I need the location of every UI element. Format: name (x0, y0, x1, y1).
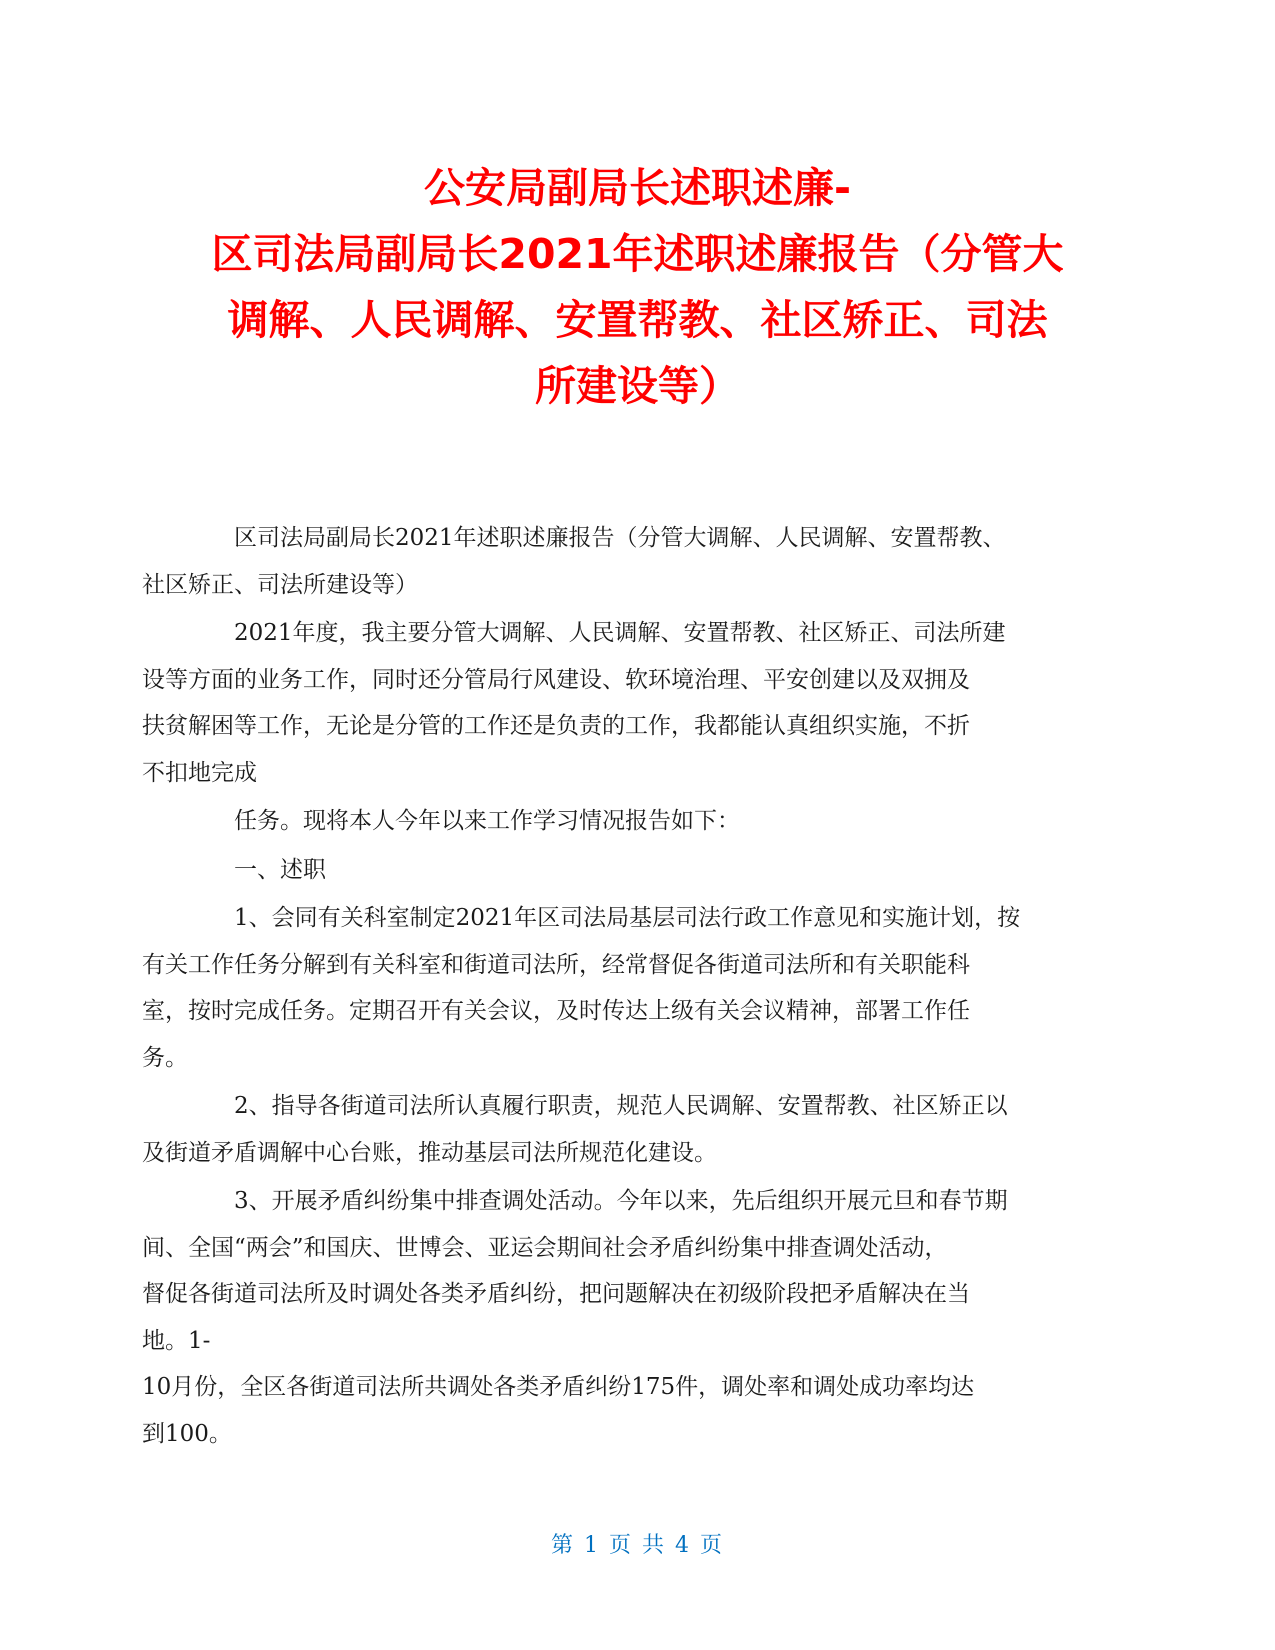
paragraph-line: 任务。现将本人今年以来工作学习情况报告如下： (234, 808, 740, 834)
paragraph-line: 务。 (142, 1044, 188, 1071)
body-paragraph (188, 798, 1088, 845)
paragraph-line: 区司法局副局长2021年述职述廉报告（分管大调解、人民调解、安置帮教、 (234, 525, 1006, 551)
paragraph-line: 室，按时完成任务。定期召开有关会议，及时传达上级有关会议精神，部署工作任 (142, 998, 970, 1024)
paragraph-line: 10月份，全区各街道司法所共调处各类矛盾纠纷175件，调处率和调处成功率均达 (142, 1374, 975, 1400)
paragraph-line: 设等方面的业务工作，同时还分管局行风建设、软环境治理、平安创建以及双拥及 (142, 666, 970, 693)
paragraph-line: 1、会同有关科室制定2021年区司法局基层司法行政工作意见和实施计划，按 (234, 905, 1021, 931)
body-paragraph (188, 847, 1088, 894)
paragraph-line: 2021年度，我主要分管大调解、人民调解、安置帮教、社区矫正、司法所建 (234, 620, 1006, 646)
document-title (150, 155, 1125, 419)
paragraph-line: 社区矫正、司法所建设等） (142, 571, 418, 598)
paragraph-line: 3、开展矛盾纠纷集中排查调处活动。今年以来，先后组织开展元旦和春节期 (234, 1188, 1008, 1214)
title-line: 调解、人民调解、安置帮教、社区矫正、司法 (227, 296, 1048, 344)
body-paragraph (142, 895, 1088, 1081)
paragraph-line: 2、指导各街道司法所认真履行职责，规范人民调解、安置帮教、社区矫正以 (234, 1093, 1008, 1119)
paragraph-line: 一、述职 (234, 856, 326, 883)
body-paragraph (142, 610, 1088, 796)
paragraph-line: 有关工作任务分解到有关科室和街道司法所，经常督促各街道司法所和有关职能科 (142, 951, 970, 978)
paragraph-line: 到100。 (142, 1420, 232, 1447)
title-line: 所建设等） (535, 362, 740, 410)
paragraph-line: 督促各街道司法所及时调处各类矛盾纠纷，把问题解决在初级阶段把矛盾解决在当 (142, 1281, 970, 1307)
paragraph-line: 不扣地完成 (142, 759, 257, 786)
paragraph-line: 及街道矛盾调解中心台账，推动基层司法所规范化建设。 (142, 1139, 717, 1166)
paragraph-line: 间、全国“两会”和国庆、世博会、亚运会期间社会矛盾纠纷集中排查调处活动， (142, 1234, 948, 1261)
paragraph-line: 地。1- (142, 1327, 211, 1354)
body-paragraph (142, 515, 1088, 608)
page-number-footer: 第 1 页 共 4 页 (551, 1533, 724, 1558)
paragraph-line: 扶贫解困等工作，无论是分管的工作还是负责的工作，我都能认真组织实施，不折 (142, 713, 970, 739)
title-line: 区司法局副局长2021年述职述廉报告（分管大 (211, 230, 1064, 278)
title-line: 公安局副局长述职述廉- (423, 164, 851, 212)
document-body (142, 515, 1088, 1459)
body-paragraph (142, 1083, 1088, 1176)
body-paragraph (142, 1178, 1088, 1457)
